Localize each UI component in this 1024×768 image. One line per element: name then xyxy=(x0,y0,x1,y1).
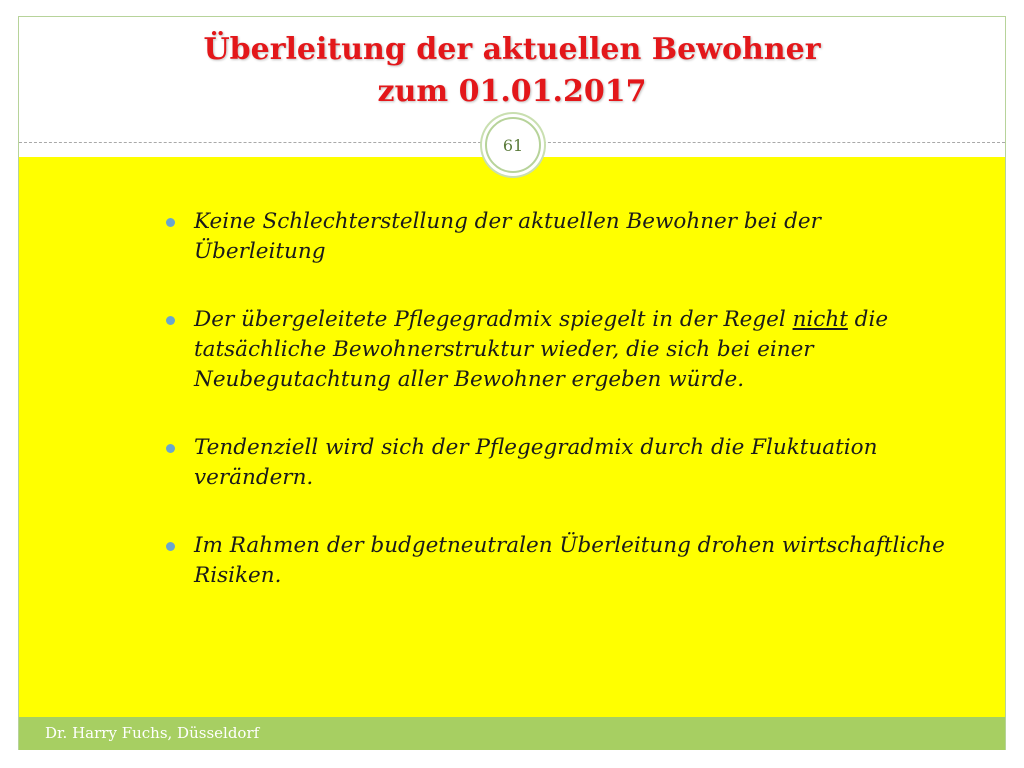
footer-author: Dr. Harry Fuchs, Düsseldorf xyxy=(45,724,260,742)
bullet-text-after: die tatsächliche Bewohnerstruktur wieder, die sich bei einer Neubegutachtung aller Bewohner ergeben würde. xyxy=(194,307,889,392)
bullet-text: Tendenziell wird sich der Pflegegradmix durch die Fluktuation verändern. xyxy=(194,435,878,490)
bullet-dot-icon xyxy=(166,444,175,453)
bullet-item-2 xyxy=(164,305,954,395)
bullet-item-4 xyxy=(164,531,954,591)
bullet-dot-icon xyxy=(166,542,175,551)
slide-title-line-2: zum 01.01.2017 xyxy=(377,74,647,109)
bullet-text: Im Rahmen der budgetneutralen Überleitung drohen wirtschaftliche Risiken. xyxy=(194,533,945,588)
slide-title-line-1: Überleitung der aktuellen Bewohner xyxy=(203,32,821,67)
content-area xyxy=(19,157,1005,717)
bullet-dot-icon xyxy=(166,218,175,227)
bullet-text-before: Der übergeleitete Pflegegradmix spiegelt in der Regel xyxy=(194,307,793,332)
footer-bar xyxy=(19,717,1005,750)
bullet-dot-icon xyxy=(166,316,175,325)
bullet-item-1 xyxy=(164,207,954,267)
slide-title xyxy=(19,29,1005,113)
bullet-underlined-word: nicht xyxy=(792,307,848,332)
bullet-text: Keine Schlechterstellung der aktuellen Bewohner bei der Überleitung xyxy=(194,209,821,264)
page-number-badge: 61 xyxy=(485,117,541,173)
bullet-list xyxy=(164,207,954,629)
slide xyxy=(18,16,1006,750)
bullet-item-3 xyxy=(164,433,954,493)
